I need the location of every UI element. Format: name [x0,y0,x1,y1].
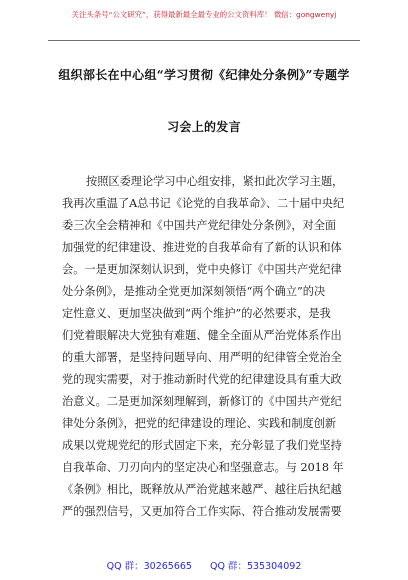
body-line: 定性意义、更加坚决做到“两个维护”的必然要求，是我 [62,307,331,320]
footer-qq-group-2: QQ 群：535304092 [209,561,302,572]
footer-qq-group-1: QQ 群：30265665 [106,561,192,572]
body-line: 委三次全会精神和《中国共产党纪律处分条例》，对全面 [62,219,337,232]
header-divider [48,40,360,41]
body-line: 《条例》相比，既释放从严治党越来越严、越往后执纪越 [62,483,342,496]
footer [0,558,408,572]
body-line: 党的现实需要，对于推动新时代党的纪律建设具有重大政 [62,373,342,386]
body-line: 们党着眼解决大党独有难题、健全全面从严治党体系作出 [62,329,342,342]
header-notice: 关注头条号“公文研究”，获得最新最全最专业的公文资料库！ 微信：gongwenyj [71,10,337,19]
body-line: 处分条例》，是推动全党更加深刻领悟“两个确立”的决 [62,285,326,298]
document-title-line-1: 组织部长在中心组“学习贯彻《纪律处分条例》”专题学 [58,68,350,82]
body-line: 治意义。二是更加深刻理解到，新修订的《中国共产党纪 [62,395,342,408]
body-line: 严的强烈信号，又更加符合工作实际、符合推动发展需要 [62,505,342,518]
body-line: 律处分条例》，把党的纪律建设的理论、实践和制度创新 [62,417,337,430]
body-line: 加强党的纪律建设、推进党的自我革命有了新的认识和体 [62,241,342,254]
body-line: 自我革命、刀刃向内的坚定决心和坚强意志。与 2018 年 [62,461,344,474]
body-line: 的重大部署，是坚持问题导向、用严明的纪律管全党治全 [62,351,342,364]
body-line: 按照区委理论学习中心组安排，紧扣此次学习主题， [86,175,344,188]
document-title-line-2: 习会上的发言 [167,120,241,134]
body-line: 我再次重温了A总书记《论党的自我革命》、二十届中央纪 [62,197,345,210]
body-line: 成果以党规党纪的形式固定下来，充分彰显了我们党坚持 [62,439,342,452]
body-line: 会。一是更加深刻认识到，党中央修订《中国共产党纪律 [62,263,342,276]
